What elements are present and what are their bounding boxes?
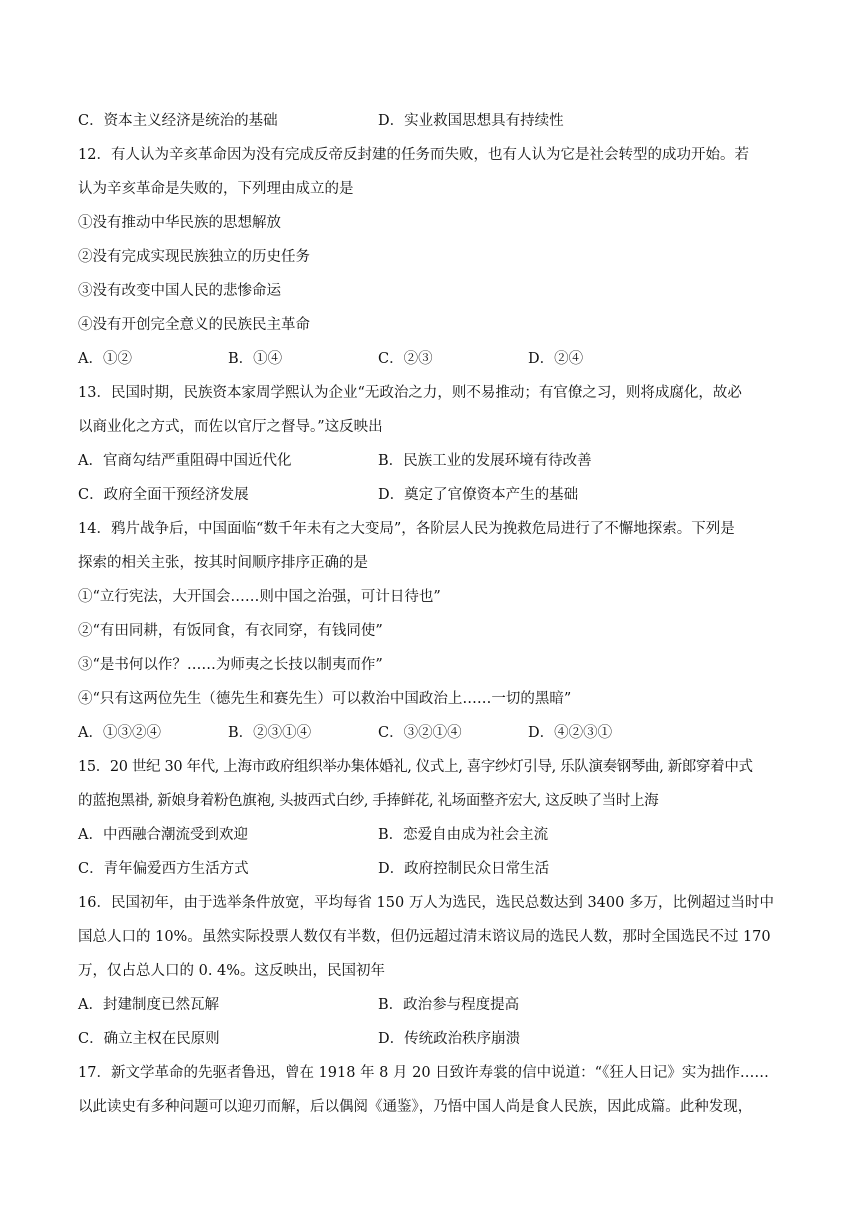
q13-stem-line-1: 13．民国时期，民族资本家周学熙认为企业“无政治之力，则不易推动；有官僚之习，则将成腐化，故必 <box>78 385 742 401</box>
q16-stem-line-3: 万，仅占总人口的 0. 4%。这反映出，民国初年 <box>78 963 386 979</box>
q14-stem-line-1: 14．鸦片战争后，中国面临“数千年未有之大变局”，各阶层人民为挽救危局进行了不懈地探索。下列是 <box>78 521 735 537</box>
q13-option-c: C．政府全面干预经济发展 <box>78 487 249 503</box>
q15-stem-line-1: 15．20 世纪 30 年代, 上海市政府组织举办集体婚礼, 仪式上, 喜字纱灯引导, 乐队演奏钢琴曲, 新郎穿着中式 <box>78 759 753 775</box>
q14-item-3: ③“是书何以作？……为师夷之长技以制夷而作” <box>78 657 383 673</box>
q12-item-2: ②没有完成实现民族独立的历史任务 <box>78 249 310 265</box>
q14-stem-line-2: 探索的相关主张，按其时间顺序排序正确的是 <box>78 555 368 571</box>
q16-option-b: B．政治参与程度提高 <box>378 997 520 1013</box>
q15-option-d: D．政府控制民众日常生活 <box>378 861 550 877</box>
q12-option-c: C．②③ <box>378 351 433 367</box>
q12-option-d: D．②④ <box>528 351 584 367</box>
q12-option-a: A．①② <box>78 351 132 367</box>
q16-option-c: C．确立主权在民原则 <box>78 1031 220 1047</box>
q14-option-c: C．③②①④ <box>378 725 462 741</box>
q13-stem-line-2: 以商业化之方式，而佐以官厅之督导。”这反映出 <box>78 419 383 435</box>
q12-item-1: ①没有推动中华民族的思想解放 <box>78 215 281 231</box>
q12-stem-line-2: 认为辛亥革命是失败的，下列理由成立的是 <box>78 181 354 197</box>
q13-option-a: A．官商勾结严重阻碍中国近代化 <box>78 453 292 469</box>
q14-item-1: ①“立行宪法，大开国会……则中国之治强，可计日待也” <box>78 589 441 605</box>
q12-stem-line-1: 12．有人认为辛亥革命因为没有完成反帝反封建的任务而失败，也有人认为它是社会转型的成功开始。若 <box>78 147 749 163</box>
q14-option-b: B．②③①④ <box>228 725 312 741</box>
q14-option-d: D．④②③① <box>528 725 613 741</box>
q16-option-d: D．传统政治秩序崩溃 <box>378 1031 521 1047</box>
q13-option-d: D．奠定了官僚资本产生的基础 <box>378 487 579 503</box>
q17-stem-line-1: 17．新文学革命的先驱者鲁迅，曾在 1918 年 8 月 20 日致许寿裳的信中说道：“《狂人日记》实为拙作…… <box>78 1065 769 1081</box>
q12-item-4: ④没有开创完全意义的民族民主革命 <box>78 317 310 333</box>
q11-option-d: D．实业救国思想具有持续性 <box>378 113 564 129</box>
q15-option-b: B．恋爱自由成为社会主流 <box>378 827 549 843</box>
q16-stem-line-1: 16．民国初年，由于选举条件放宽，平均每省 150 万人为选民，选民总数达到 3400 多万，比例超过当时中 <box>78 895 774 911</box>
q16-option-a: A．封建制度已然瓦解 <box>78 997 219 1013</box>
q15-stem-line-2: 的蓝抱黑褂, 新娘身着粉色旗袍, 头披西式白纱, 手捧鲜花, 礼场面整齐宏大, 这反映了当时上海 <box>78 793 659 809</box>
q13-option-b: B．民族工业的发展环境有待改善 <box>378 453 592 469</box>
q12-option-b: B．①④ <box>228 351 283 367</box>
q14-item-4: ④“只有这两位先生（德先生和赛先生）可以救治中国政治上……一切的黑暗” <box>78 691 572 707</box>
q17-stem-line-2: 以此读史有多种问题可以迎刃而解，后以偶阅《通鉴》，乃悟中国人尚是食人民族，因此成篇。此种发现， <box>78 1099 753 1115</box>
q15-option-c: C．青年偏爱西方生活方式 <box>78 861 249 877</box>
q14-option-a: A．①③②④ <box>78 725 161 741</box>
q14-item-2: ②“有田同耕，有饭同食，有衣同穿，有钱同使” <box>78 623 383 639</box>
q15-option-a: A．中西融合潮流受到欢迎 <box>78 827 248 843</box>
q16-stem-line-2: 国总人口的 10%。虽然实际投票人数仅有半数，但仍远超过清末谘议局的选民人数，那时全国选民不过 170 <box>78 929 771 945</box>
q11-option-c: C．资本主义经济是统治的基础 <box>78 113 278 129</box>
q12-item-3: ③没有改变中国人民的悲惨命运 <box>78 283 281 299</box>
